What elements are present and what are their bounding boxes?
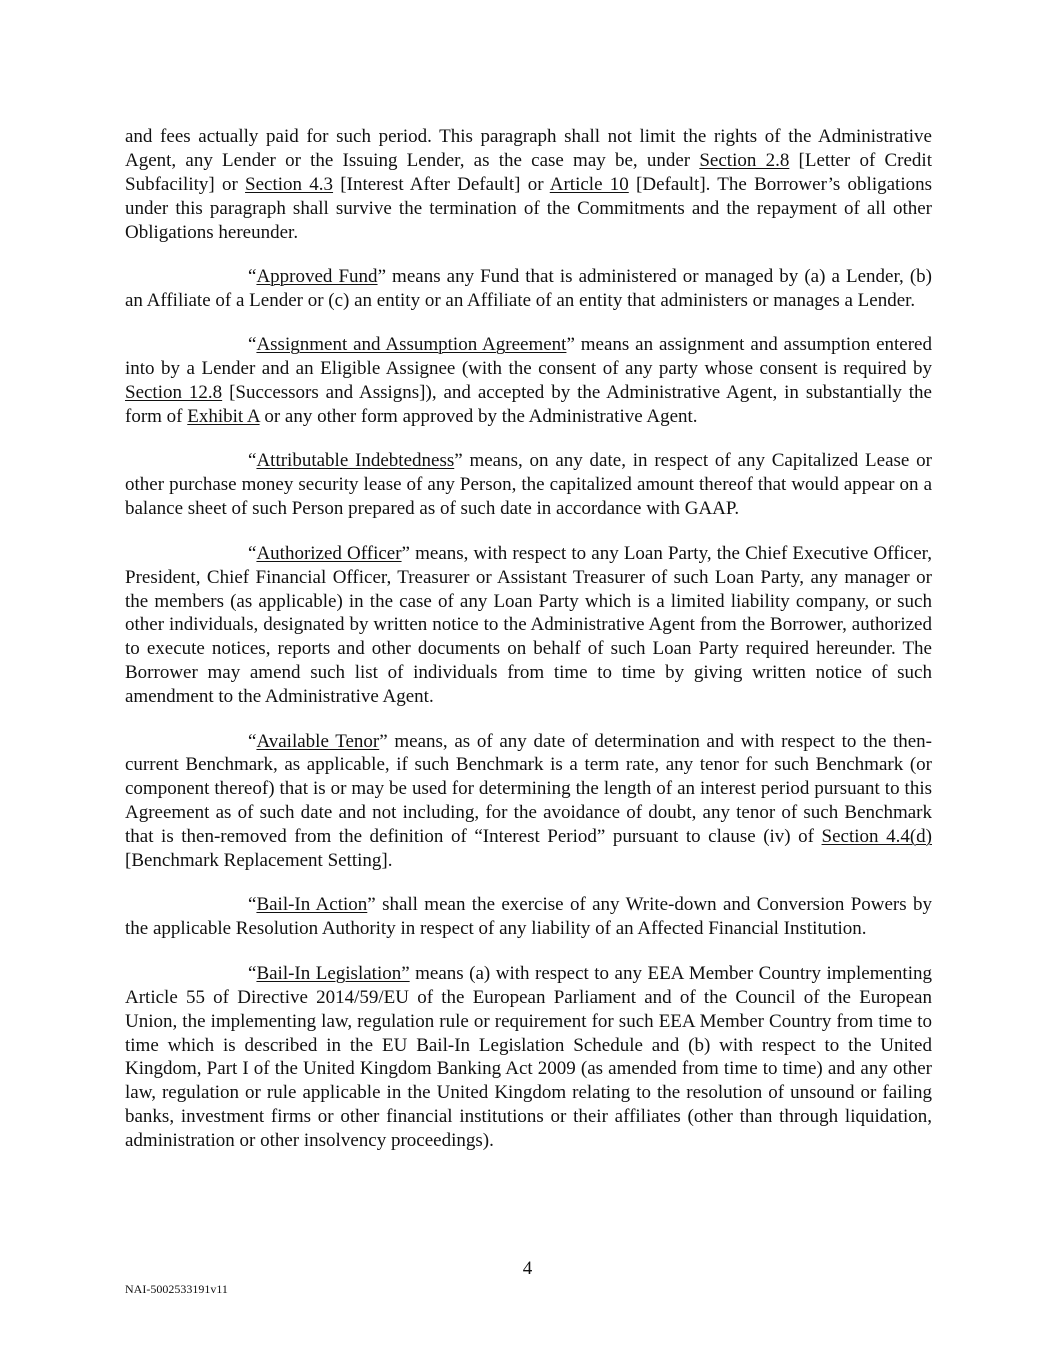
paragraph-text: “	[248, 962, 257, 984]
paragraph-text: “	[248, 334, 257, 356]
paragraph-text: “	[248, 730, 257, 752]
paragraph-text: “	[248, 894, 257, 916]
paragraph-text: ” means, as of any date of determination and with respect to the then-current Benchmark, as applicable, if such Benchmark is a term rate, any tenor for such Benchmark (or component thereof) that is or may be used for determining the length of an interest period pursuant to this Agreement as of such date and not including, for the avoidance of doubt, any tenor of such Benchmark that is then-removed from the definition of “Interest Period” pursuant to clause (iv) of	[125, 730, 932, 848]
paragraph-text: [Letter of Credit Subfacility] or	[125, 149, 932, 195]
cross-reference-term: Attributable Indebtedness	[256, 450, 455, 472]
paragraph-text: “	[248, 266, 257, 288]
definition-paragraph	[125, 333, 932, 429]
paragraph-text: [Successors and Assigns]), and accepted by the Administrative Agent, in substantially the form of	[125, 382, 932, 428]
paragraph-text: or any other form approved by the Administrative Agent.	[259, 406, 698, 428]
paragraph-text: ” means, on any date, in respect of any Capitalized Lease or other purchase money security lease of any Person, the capitalized amount thereof that would appear on a balance sheet of such Person prepared as of such date in accordance with GAAP.	[125, 450, 932, 520]
paragraph-text: means (a) with respect to any EEA Member Country implementing Article 55 of Directive 2014/59/EU of the European Parliament and of the Council of the European Union, the implementing law, regulation rule or requirement for such EEA Member Country from time to time which is described in the EU Bail-In Legislation Schedule and (b) with respect to the United Kingdom, Part I of the United Kingdom Banking Act 2009 (as amended from time to time) and any other law, regulation or rule applicable in the United Kingdom relating to the resolution of unsound or failing banks, investment firms or other financial institutions or their affiliates (other than through liquidation, administration or other insolvency proceedings).	[125, 962, 932, 1152]
paragraph-text: ” means an assignment and assumption entered into by a Lender and an Eligible Assignee (with the consent of any party whose consent is required by	[125, 334, 932, 380]
paragraph-text: [Interest After Default] or	[333, 173, 550, 195]
cross-reference-term: Approved Fund	[256, 266, 378, 288]
cross-reference-term: Section 12.8	[125, 382, 223, 404]
definition-paragraph	[125, 893, 932, 941]
paragraph-text: [Benchmark Replacement Setting].	[125, 850, 393, 872]
cross-reference-term: Assignment and Assumption Agreement	[256, 334, 567, 356]
cross-reference-term: Section 4.3	[245, 173, 334, 195]
document-id: NAI-5002533191v11	[125, 1282, 228, 1296]
paragraph-text: “	[248, 542, 257, 564]
cross-reference-term: Article 10	[549, 173, 629, 195]
paragraph-text: and fees actually paid for such period. This paragraph shall not limit the rights of the Administrative Agent, any Lender or the Issuing Lender, as the case may be, under	[125, 126, 932, 171]
cross-reference-term: Section 4.4(d)	[821, 826, 932, 848]
definition-paragraph	[125, 542, 932, 709]
definition-paragraph	[125, 449, 932, 521]
cross-reference-term: Bail-In Legislation”	[256, 962, 410, 984]
cross-reference-term: Authorized Officer	[256, 542, 402, 564]
cross-reference-term: Exhibit A	[187, 406, 260, 428]
paragraph-text: ” means, with respect to any Loan Party, the Chief Executive Officer, President, Chief Financial Officer, Treasurer or Assistant Treasurer of such Loan Party, any manager or the members (as applicable) in the case of any Loan Party which is a limited liability company, or such other individuals, designated by written notice to the Administrative Agent from the Borrower, authorized to execute notices, reports and other documents on behalf of such Loan Party required hereunder. The Borrower may amend such list of individuals from time to time by giving written notice of such amendment to the Administrative Agent.	[125, 542, 932, 708]
paragraph-text: “	[248, 450, 257, 472]
cross-reference-term: Section 2.8	[699, 149, 790, 171]
page-number: 4	[522, 1258, 533, 1279]
document-body	[125, 125, 932, 1174]
cross-reference-term: Available Tenor	[256, 730, 380, 752]
definition-paragraph	[125, 125, 932, 245]
paragraph-text: [Default]. The Borrower’s obligations under this paragraph shall survive the termination of the Commitments and the repayment of all other Obligations hereunder.	[125, 173, 932, 243]
definition-paragraph	[125, 730, 932, 873]
cross-reference-term: Bail-In Action	[256, 894, 368, 916]
definition-paragraph	[125, 962, 932, 1153]
paragraph-text: ” shall mean the exercise of any Write-down and Conversion Powers by the applicable Resolution Authority in respect of any liability of an Affected Financial Institution.	[125, 894, 932, 940]
definition-paragraph	[125, 265, 932, 313]
paragraph-text: ” means any Fund that is administered or managed by (a) a Lender, (b) an Affiliate of a Lender or (c) an entity or an Affiliate of an entity that administers or manages a Lender.	[125, 266, 933, 311]
